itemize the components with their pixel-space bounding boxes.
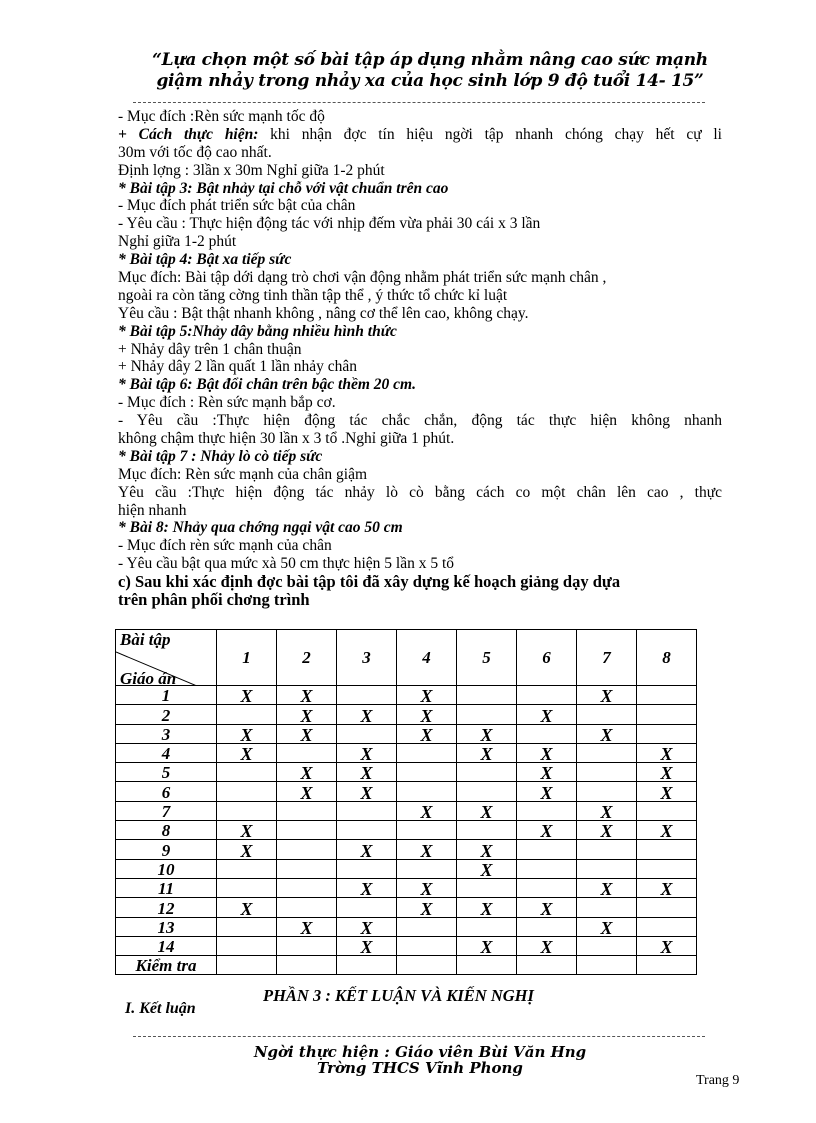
table-cell: X (397, 801, 457, 820)
table-cell (397, 936, 457, 955)
table-row (116, 821, 697, 840)
table-cell: X (457, 936, 517, 955)
header-title-line2: giậm nhảy trong nhảy xa của học sinh lớp 9 độ tuổi 14- 15” (156, 71, 704, 91)
table-cell (277, 898, 337, 917)
table-cell: X (277, 705, 337, 724)
header-title-line1: “Lựa chọn một số bài tập áp dụng nhằm nâng cao sức mạnh (152, 50, 708, 70)
table-cell (397, 743, 457, 762)
table-cell (577, 936, 637, 955)
table-cell (337, 859, 397, 878)
table-cell (577, 956, 637, 975)
lesson-plan-table (115, 629, 697, 975)
table-cell: X (457, 743, 517, 762)
table-cell (457, 763, 517, 782)
table-cell: X (337, 840, 397, 859)
table-cell: X (397, 878, 457, 897)
table-cell: X (217, 898, 277, 917)
table-cell (277, 821, 337, 840)
table-cell (457, 782, 517, 801)
text-line: - Yêu cầu : Thực hiện động tác với nhịp đếm vừa phải 30 cái x 3 lần (118, 215, 541, 233)
table-cell (457, 956, 517, 975)
text-line: ngoài ra còn tăng cờng tinh thần tập thể , ý thức tổ chức kỉ luật (118, 286, 508, 304)
column-header: 2 (277, 630, 337, 686)
text-line: Nghỉ giữa 1-2 phút (118, 233, 237, 251)
table-cell: X (577, 878, 637, 897)
table-cell (637, 840, 697, 859)
table-cell (217, 936, 277, 955)
table-cell: X (217, 840, 277, 859)
table-cell (577, 898, 637, 917)
row-label: 6 (116, 782, 217, 801)
table-cell (217, 917, 277, 936)
row-label: 14 (116, 936, 217, 955)
table-cell (337, 686, 397, 705)
row-label: 9 (116, 840, 217, 859)
exercise-heading: * Bài tập 7 : Nhảy lò cò tiếp sức (118, 447, 323, 465)
table-cell: X (457, 801, 517, 820)
row-label: 10 (116, 859, 217, 878)
table-cell (577, 743, 637, 762)
table-cell (217, 956, 277, 975)
column-header: 5 (457, 630, 517, 686)
table-cell (577, 859, 637, 878)
table-cell: X (277, 763, 337, 782)
table-cell: X (637, 743, 697, 762)
table-cell: X (517, 743, 577, 762)
exercise-heading: * Bài 8: Nhảy qua chớng ngại vật cao 50 cm (118, 519, 403, 537)
table-cell (637, 898, 697, 917)
table-cell (517, 686, 577, 705)
table-cell: X (517, 821, 577, 840)
column-header: 6 (517, 630, 577, 686)
table-cell (577, 705, 637, 724)
table-row (116, 782, 697, 801)
text-span: khi nhận đợc tín hiệu ngời tập nhanh chóng chạy hết cự li (258, 125, 722, 143)
exercise-heading: * Bài tập 3: Bật nhảy tại chỗ với vật chuẩn trên cao (118, 179, 449, 197)
footer-rule (133, 1036, 705, 1037)
table-cell: X (637, 936, 697, 955)
text-line: - Mục đích :Rèn sức mạnh tốc độ (118, 108, 325, 125)
table-cell (457, 705, 517, 724)
text-line: 30m với tốc độ cao nhất. (118, 143, 272, 161)
text-line: + Nhảy dây trên 1 chân thuận (118, 340, 302, 358)
table-cell: X (457, 859, 517, 878)
table-row (116, 743, 697, 762)
page-number: Trang 9 (696, 1073, 740, 1088)
table-cell (277, 840, 337, 859)
text-line: Định lợng : 3lần x 30m Nghỉ giữa 1-2 phút (118, 161, 385, 179)
table-cell: X (457, 724, 517, 743)
table-cell (337, 956, 397, 975)
table-cell: X (337, 705, 397, 724)
table-cell (337, 724, 397, 743)
column-header: 7 (577, 630, 637, 686)
table-row (116, 917, 697, 936)
column-header: 4 (397, 630, 457, 686)
table-cell (277, 859, 337, 878)
table-cell: X (217, 821, 277, 840)
table-cell (277, 936, 337, 955)
table-cell: X (337, 763, 397, 782)
table-cell: X (217, 686, 277, 705)
table-cell (637, 686, 697, 705)
table-cell (397, 956, 457, 975)
section-heading: trên phân phối chơng trình (118, 591, 310, 609)
corner-label-exercise: Bài tập (120, 630, 171, 649)
table-cell (517, 859, 577, 878)
table-cell (217, 859, 277, 878)
table-cell (217, 878, 277, 897)
table-cell (637, 724, 697, 743)
footer-line1: Ngời thực hiện : Giáo viên Bùi Văn Hng (253, 1043, 587, 1061)
table-cell: X (337, 782, 397, 801)
table-cell (397, 821, 457, 840)
text-line: + Nhảy dây 2 lần quất 1 lần nhảy chân (118, 358, 358, 376)
table-cell (517, 917, 577, 936)
text-line: không chậm thực hiện 30 lần x 3 tổ .Nghỉ giữa 1 phút. (118, 430, 455, 448)
part3-title: PHẦN 3 : KẾT LUẬN VÀ KIẾN NGHỊ (263, 986, 534, 1005)
table-cell: X (637, 763, 697, 782)
table-cell: X (397, 724, 457, 743)
table-cell (517, 801, 577, 820)
table-cell (457, 821, 517, 840)
table-cell (517, 878, 577, 897)
table-cell (577, 763, 637, 782)
table-cell: X (217, 724, 277, 743)
text-line: Yêu cầu : Bật thật nhanh không , nâng cơ thể lên cao, không chạy. (118, 304, 529, 322)
table-cell: X (277, 782, 337, 801)
table-cell: X (337, 917, 397, 936)
text-line (118, 126, 722, 144)
table-cell (337, 821, 397, 840)
text-line: Mục đích: Bài tập dới dạng trò chơi vận động nhằm phát triển sức mạnh chân , (118, 269, 607, 287)
table-cell (457, 686, 517, 705)
corner-label-lesson: Giáo án (120, 669, 177, 688)
text-line: Mục đích: Rèn sức mạnh của chân giậm (118, 465, 368, 483)
text-line: - Yêu cầu :Thực hiện động tác chắc chắn, động tác thực hiện không nhanh (118, 412, 722, 430)
row-label: 4 (116, 743, 217, 762)
table-cell (277, 801, 337, 820)
row-label: 5 (116, 763, 217, 782)
row-label: 7 (116, 801, 217, 820)
table-cell: X (457, 898, 517, 917)
table-cell: X (517, 936, 577, 955)
table-cell (397, 763, 457, 782)
row-label: 2 (116, 705, 217, 724)
table-row (116, 859, 697, 878)
table-cell (277, 956, 337, 975)
table-row (116, 956, 697, 975)
table-row (116, 936, 697, 955)
table-cell: X (517, 898, 577, 917)
table-cell: X (517, 763, 577, 782)
table-cell: X (337, 878, 397, 897)
bold-label: + Cách thực hiện: (118, 125, 259, 143)
row-label: 13 (116, 917, 217, 936)
table-cell (217, 782, 277, 801)
table-cell (517, 724, 577, 743)
table-cell (397, 917, 457, 936)
table-cell (517, 840, 577, 859)
table-cell: X (517, 782, 577, 801)
table-cell (397, 782, 457, 801)
conclusion-heading: I. Kết luận (125, 1000, 196, 1017)
table-cell: X (277, 724, 337, 743)
table-cell: X (637, 782, 697, 801)
row-label: 3 (116, 724, 217, 743)
row-label: 11 (116, 878, 217, 897)
table-cell (577, 840, 637, 859)
row-label: 12 (116, 898, 217, 917)
table-cell: X (517, 705, 577, 724)
table-row (116, 724, 697, 743)
table-cell (277, 878, 337, 897)
footer-line2: Trờng THCS Vĩnh Phong (317, 1059, 523, 1077)
table-cell: X (277, 917, 337, 936)
exercise-heading: * Bài tập 5:Nhảy dây bằng nhiều hình thức (118, 322, 397, 340)
table-cell: X (337, 743, 397, 762)
text-line: - Mục đích phát triển sức bật của chân (118, 197, 356, 215)
header-rule (133, 102, 705, 103)
table-row (116, 686, 697, 705)
table-cell: X (637, 821, 697, 840)
exercise-heading: * Bài tập 6: Bật đổi chân trên bậc thềm 20 cm. (118, 376, 416, 394)
table-cell (637, 705, 697, 724)
table-cell (337, 801, 397, 820)
table-cell: X (397, 705, 457, 724)
table-row (116, 763, 697, 782)
table-cell (337, 898, 397, 917)
table-cell (637, 917, 697, 936)
table-row (116, 840, 697, 859)
table-cell: X (397, 840, 457, 859)
row-label: Kiểm tra (116, 956, 217, 975)
table-cell (217, 801, 277, 820)
table-cell (217, 705, 277, 724)
document-header (140, 50, 720, 92)
table-cell (517, 956, 577, 975)
table-cell (637, 956, 697, 975)
table-cell: X (457, 840, 517, 859)
table-cell: X (577, 801, 637, 820)
table-row (116, 878, 697, 897)
table-header-row (116, 630, 697, 686)
row-label: 1 (116, 686, 217, 705)
text-line: - Mục đích rèn sức mạnh của chân (118, 537, 332, 555)
table-cell (577, 782, 637, 801)
table-cell (277, 743, 337, 762)
table-cell: X (277, 686, 337, 705)
table-cell: X (577, 917, 637, 936)
document-footer (200, 1044, 640, 1076)
table-cell: X (217, 743, 277, 762)
column-header: 8 (637, 630, 697, 686)
table-cell: X (337, 936, 397, 955)
text-line: Yêu cầu :Thực hiện động tác nhảy lò cò bằng cách co một chân lên cao , thực (118, 483, 722, 501)
table-cell: X (397, 898, 457, 917)
row-label: 8 (116, 821, 217, 840)
table-cell (637, 859, 697, 878)
table-cell: X (577, 821, 637, 840)
exercise-heading: * Bài tập 4: Bật xa tiếp sức (118, 251, 292, 269)
table-cell: X (577, 686, 637, 705)
table-cell: X (397, 686, 457, 705)
section-heading: c) Sau khi xác định đợc bài tập tôi đã xây dựng kế hoạch giảng dạy dựa (118, 573, 621, 592)
table-row (116, 705, 697, 724)
table-cell (217, 763, 277, 782)
table-cell: X (637, 878, 697, 897)
table-cell: X (577, 724, 637, 743)
table-cell (457, 878, 517, 897)
table-row (116, 898, 697, 917)
table-cell (397, 859, 457, 878)
column-header: 1 (217, 630, 277, 686)
table-cell (457, 917, 517, 936)
column-header: 3 (337, 630, 397, 686)
text-line: - Mục đích : Rèn sức mạnh bắp cơ. (118, 394, 336, 412)
table-row (116, 801, 697, 820)
table-corner-cell (116, 630, 217, 686)
table-cell (637, 801, 697, 820)
body-text (118, 108, 722, 609)
text-line: - Yêu cầu bật qua mức xà 50 cm thực hiện 5 lần x 5 tổ (118, 555, 455, 573)
text-line: hiện nhanh (118, 501, 187, 519)
